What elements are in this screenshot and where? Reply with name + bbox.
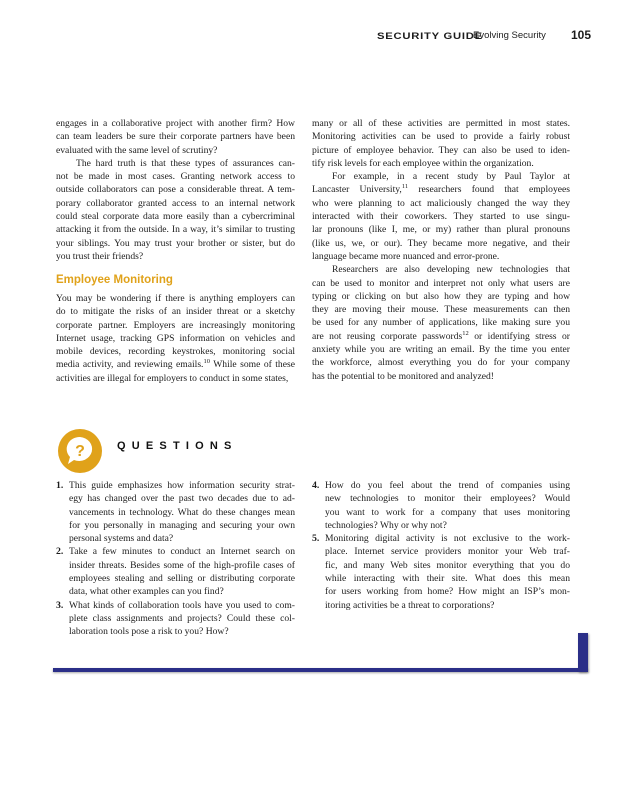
text-line: vancements in technology. What do these changes mean (69, 506, 295, 518)
text-line: you trust their friends? (56, 250, 144, 262)
text-line: laboration tools pose a risk to you? How? (69, 626, 229, 638)
paragraph (56, 117, 295, 157)
text-line: This guide emphasizes how information security strat- (69, 480, 295, 491)
text-line (56, 358, 295, 371)
text-line: corporate partner. Employers are increasingly monitoring (56, 319, 295, 331)
corner-rule (578, 633, 588, 672)
question-number: 1. (56, 480, 64, 491)
text-line: egy has changed over the past two decades due to ad- (69, 493, 295, 505)
text-line: evaluated with the same level of scrutiny? (56, 144, 218, 156)
text-line: they are moving their mouse. These measurements can then (312, 304, 570, 316)
text-line: technologies? Why or why not? (325, 519, 447, 531)
text-line: For example, in a recent study by Paul Taylor at (332, 171, 570, 183)
employee-monitoring-body (56, 292, 295, 385)
text-fragment: While some of these (209, 359, 295, 371)
question-number: 4. (312, 480, 320, 491)
text-line: be used for any number of applications, like making sure you (312, 317, 570, 329)
question-item (56, 479, 295, 545)
right-column-body (312, 117, 570, 383)
text-line: data, what other examples can you find? (69, 586, 224, 598)
text-line: outside collaborators can pose a considerable threat. A tem- (56, 184, 295, 196)
text-line: typing or clicking on but also how they are typing and how (312, 290, 570, 302)
text-line: engages in a collaborative project with another firm? How (56, 118, 295, 129)
text-line: Researchers are also developing new technologies that (332, 264, 570, 276)
text-line: many or all of these activities are permitted in most states. (312, 118, 570, 129)
text-fragment: media activity, and reviewing emails. (56, 359, 204, 371)
paragraph (312, 170, 570, 263)
running-header-guide: SECURITY GUIDE (377, 31, 483, 41)
question-item (56, 545, 295, 598)
text-line: new technologies to monitor their employees? Would (325, 493, 570, 505)
text-line: employees stealing and selling or distributing corporate (69, 573, 295, 585)
text-line: interacted with their coworkers. They started to use singu- (312, 211, 570, 223)
text-line: Take a few minutes to conduct an Internet search on (69, 546, 295, 558)
text-line: tify risk levels for each employee within the organization. (312, 157, 534, 169)
text-line: fic, and many Web sites monitor everything that you do (325, 559, 570, 571)
running-header-section: Evolving Security (473, 30, 546, 41)
text-line: attacking it from the outside. In a way, it’s similar to trusting (56, 224, 295, 236)
text-line: mobile devices, recording keystrokes, monitoring social (56, 346, 295, 358)
text-fragment: Lancaster University, (312, 184, 402, 196)
text-line: not be made in most cases. Granting network access to (56, 171, 295, 183)
text-line (312, 330, 570, 343)
text-fragment: researchers found that employees (408, 184, 570, 196)
paragraph (56, 292, 295, 385)
text-line: has the potential to be monitored and analyzed! (312, 370, 494, 382)
text-line: for you personally in managing and securing your own (69, 519, 295, 531)
footnote-ref: 10 (203, 358, 210, 366)
question-number: 2. (56, 546, 64, 558)
paragraph (312, 117, 570, 170)
question-mark-glyph: ? (75, 443, 85, 460)
text-line: lar pronouns (like I, me, or my) rather than plural pronouns (312, 224, 570, 236)
question-item (56, 599, 295, 639)
bottom-rule (53, 668, 588, 672)
text-line: can team leaders be sure their corporate partners have been (56, 131, 295, 143)
text-line (312, 183, 570, 196)
text-line: can be used to monitor and interpret not only what users are (312, 277, 570, 289)
questions-title: QUESTIONS (117, 440, 238, 452)
section-heading: Employee Monitoring (56, 274, 173, 286)
text-line: porary collaborator granted access to an internal network (56, 197, 295, 209)
questions-list-left (56, 479, 295, 639)
paragraph (312, 263, 570, 383)
footnote-ref: 11 (401, 183, 409, 191)
paragraph (56, 157, 295, 263)
text-line: insider threats. Besides some of the high-profile cases of (69, 559, 295, 571)
question-number: 3. (56, 599, 64, 611)
text-line: How do you feel about the trend of companies using (325, 480, 570, 491)
text-fragment: or identifying stress or (468, 330, 570, 342)
question-item (312, 479, 570, 532)
text-line: You may be wondering if there is anything employers can (56, 293, 295, 304)
text-line: Monitoring digital activity is not exclusive to the work- (325, 533, 570, 545)
question-bubble-icon (57, 428, 103, 474)
text-line: language became more nuanced and error-prone. (312, 250, 500, 262)
text-line: What kinds of collaboration tools have you used to com- (69, 599, 295, 611)
text-line: The hard truth is that these types of assurances can- (76, 157, 295, 169)
text-line: who were planning to act maliciously changed the way they (312, 197, 570, 209)
text-line: while interacting with their site. What does this mean (325, 573, 570, 585)
text-line: (like us, we, or our). They became more negative, and their (312, 237, 570, 249)
text-line: personal systems and data? (69, 533, 174, 545)
text-line: for users working from home? How might an ISP’s mon- (325, 586, 570, 598)
text-line: you want to work for a company that uses monitoring (325, 506, 570, 518)
page-number: 105 (571, 28, 592, 42)
text-line: do to mitigate the risks of an insider threat or a sketchy (56, 306, 295, 318)
text-line: place. Internet service providers monitor your Web traf- (325, 546, 570, 558)
text-line: anxiety while you are writing an email. By the time you enter (312, 344, 570, 356)
questions-list-right (312, 479, 570, 612)
text-line: could steal corporate data more easily than a cybercriminal (56, 211, 295, 223)
text-line: Monitoring activities can be used to provide a fairly robust (312, 131, 570, 143)
text-line: the workforce, almost everything you do for your company (312, 357, 570, 369)
text-line: plete class assignments and projects? Could these col- (69, 612, 295, 624)
text-line: picture of employee behavior. They can also be used to iden- (312, 144, 570, 156)
footnote-ref: 12 (462, 329, 469, 337)
text-line: Internet usage, tracking GPS information on vehicles and (56, 332, 295, 344)
question-item (312, 532, 570, 612)
question-number: 5. (312, 533, 320, 545)
left-column-body (56, 117, 295, 263)
text-line: itoring activities be a threat to corporations? (325, 599, 495, 611)
text-fragment: are not reusing corporate passwords (312, 330, 463, 342)
text-line: activities are illegal for employers to conduct in some states, (56, 372, 289, 384)
text-line: your siblings. You may trust your brother or sister, but do (56, 237, 295, 249)
